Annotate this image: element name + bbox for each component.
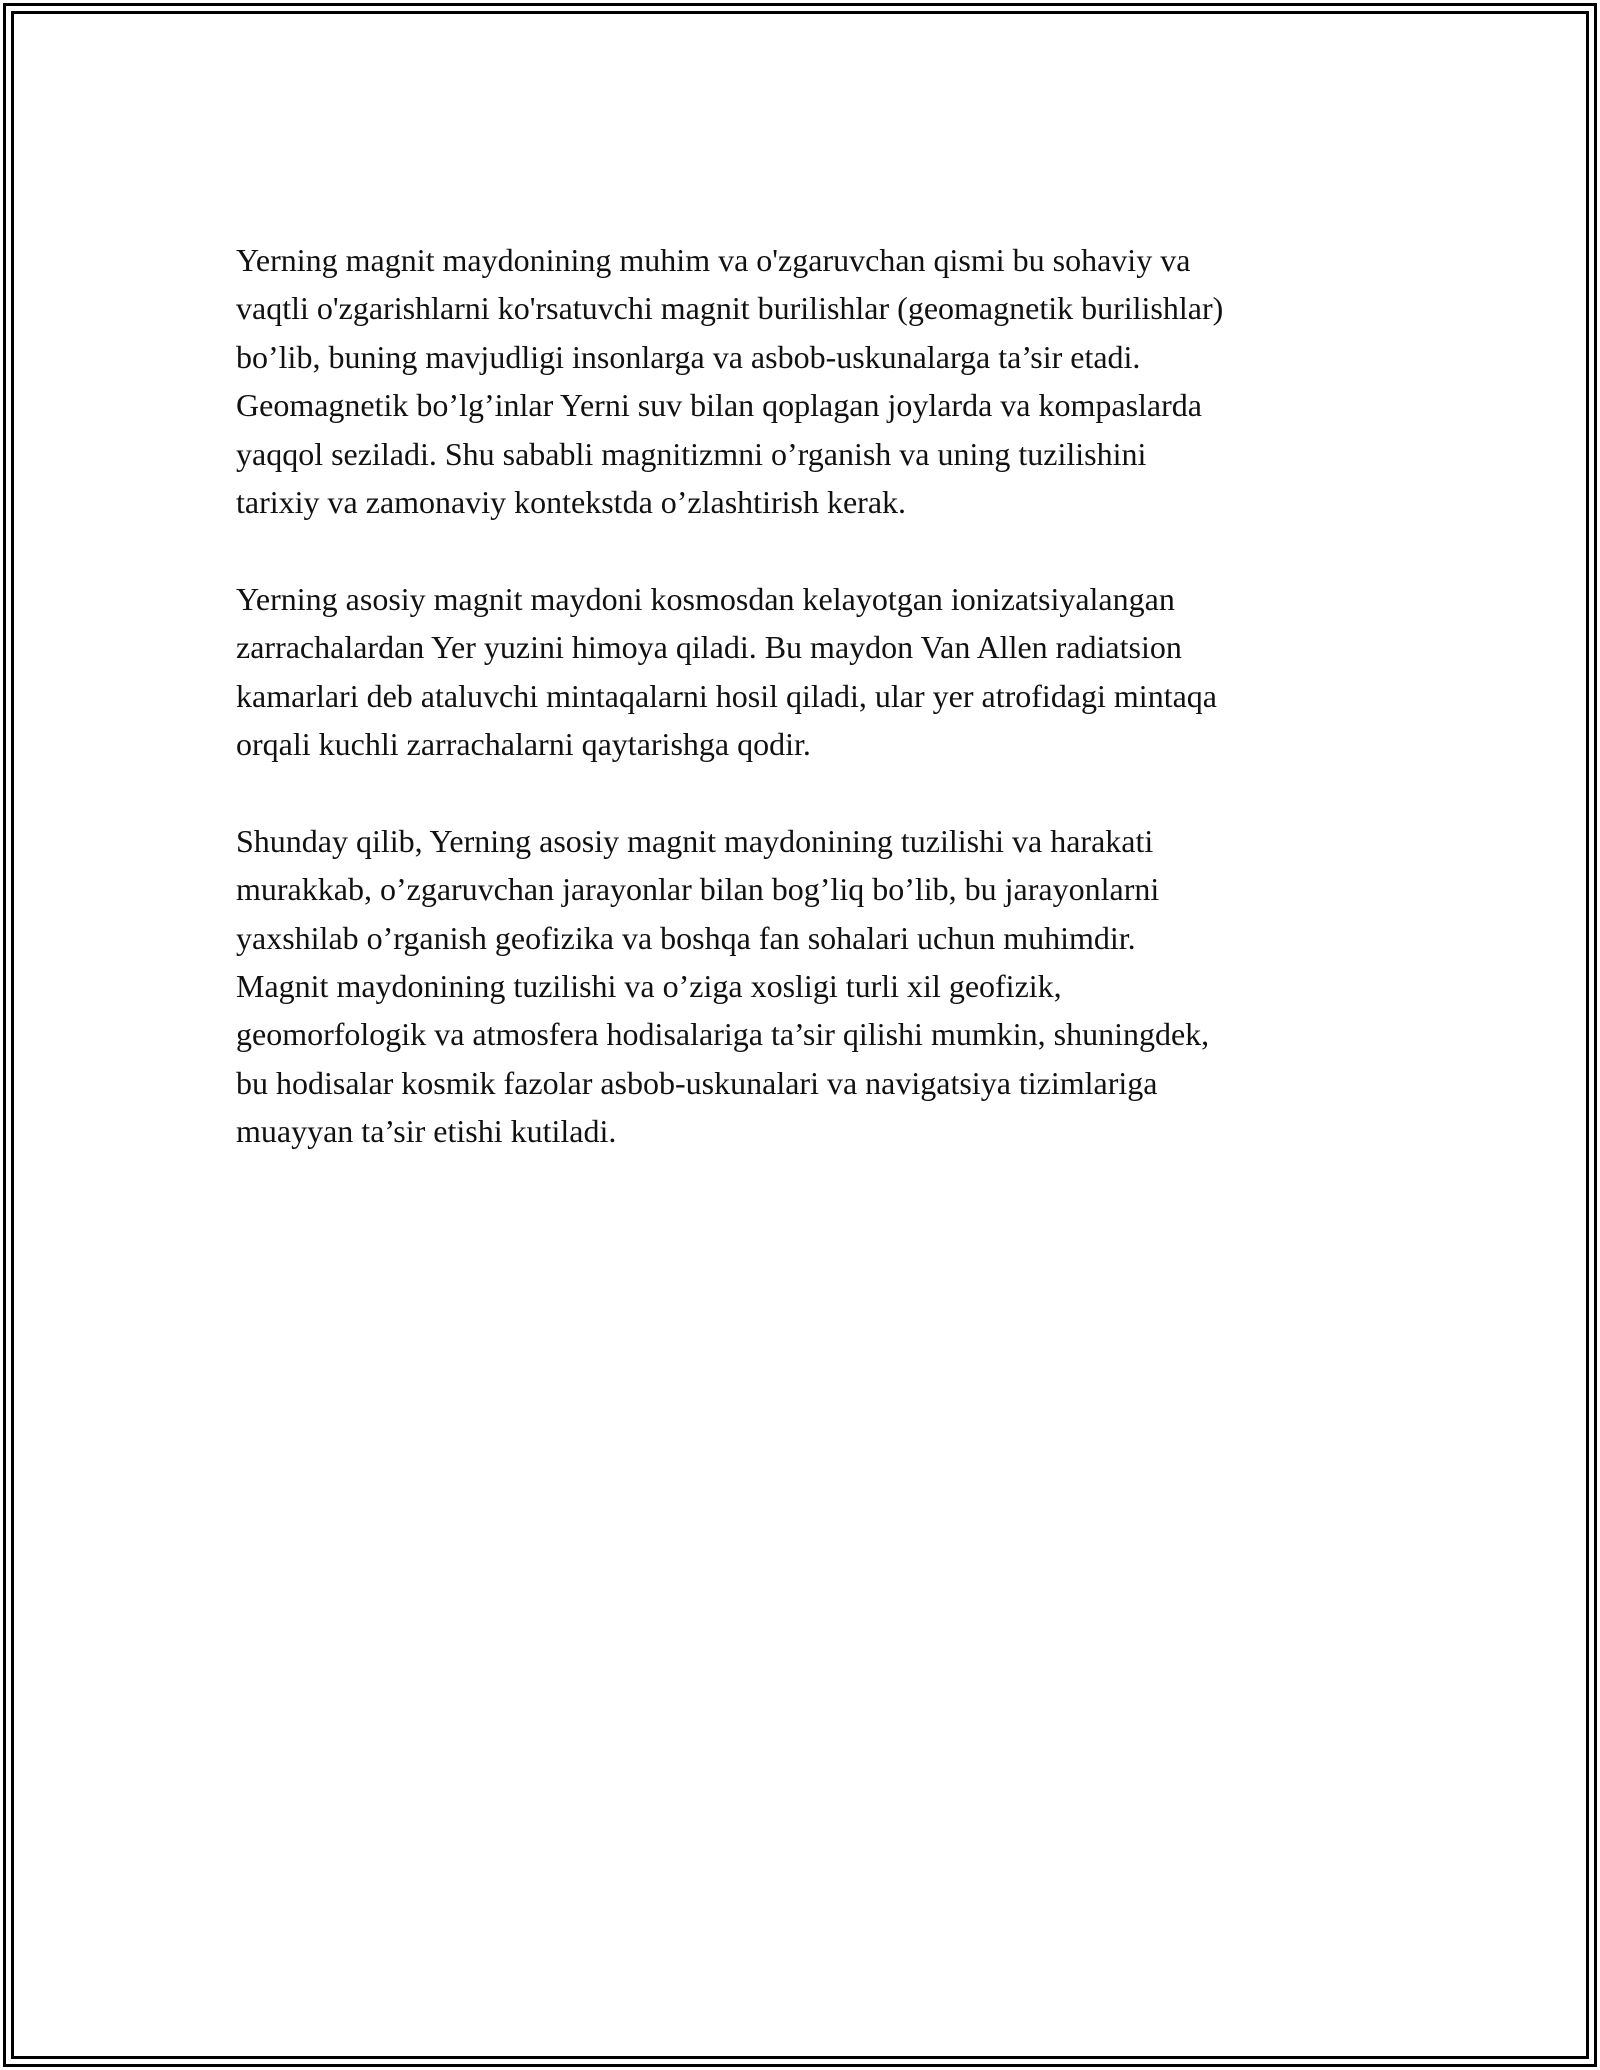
paragraph-2: Yerning asosiy magnit maydoni kosmosdan kelayotgan ionizatsiyalangan zarrachalardan Yer yuzini himoya qiladi. Bu maydon Van Allen radiatsion kamarlari deb ataluvchi mintaqalarni hosil qiladi, ular yer atrofidagi mintaqa orqali kuchli zarrachalarni qaytarishga qodir. <box>236 580 1217 763</box>
document-body <box>236 236 1396 1204</box>
paragraph-1: Yerning magnit maydonining muhim va o'zgaruvchan qismi bu sohaviy va vaqtli o'zgarishlarni ko'rsatuvchi magnit burilishlar (geomagnetik burilishlar) bo’lib, buning mavjudligi insonlarga va asbob-uskunalarga ta’sir etadi. Geomagnetik bo’lg’inlar Yerni suv bilan qoplagan joylarda va kompaslarda yaqqol seziladi. Shu sababli magnitizmni o’rganish va uning tuzilishini tarixiy va zamonaviy kontekstda o’zlashtirish kerak. <box>236 242 1224 521</box>
paragraph-3: Shunday qilib, Yerning asosiy magnit maydonining tuzilishi va harakati murakkab, o’zgaruvchan jarayonlar bilan bog’liq bo’lib, bu jarayonlarni yaxshilab o’rganish geofizika va boshqa fan sohalari uchun muhimdir. Magnit maydonining tuzilishi va o’ziga xosligi turli xil geofizik, geomorfologik va atmosfera hodisalariga ta’sir qilishi mumkin, shuningdek, bu hodisalar kosmik fazolar asbob-uskunalari va navigatsiya tizimlariga muayyan ta’sir etishi kutiladi. <box>236 822 1210 1150</box>
